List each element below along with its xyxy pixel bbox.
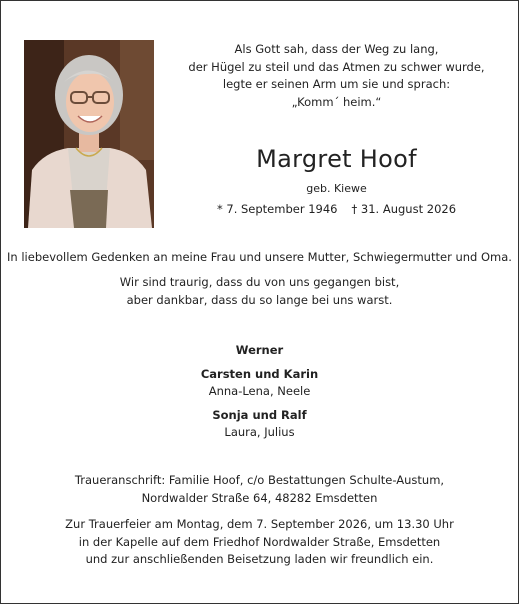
death-date: † 31. August 2026 (351, 202, 457, 216)
ceremony-invitation (0, 516, 519, 569)
mourner-names: Carsten und Karin (200, 367, 319, 381)
poem (154, 41, 519, 111)
message-line: Wir sind traurig, dass du von uns gegangen bist, (119, 275, 400, 289)
birth-date: * 7. September 1946 (216, 202, 338, 216)
ceremony-line: in der Kapelle auf dem Friedhof Nordwalder Straße, Emsdetten (78, 534, 441, 549)
poem-line: „Komm´ heim.“ (291, 94, 382, 109)
portrait-photo (24, 40, 154, 228)
address-line: Nordwalder Straße 64, 48282 Emsdetten (141, 490, 378, 505)
birth-name: geb. Kiewe (306, 182, 367, 195)
mourner-children: Anna-Lena, Neele (208, 384, 311, 398)
mourning-address (0, 472, 519, 507)
message-line: aber dankbar, dass du so lange bei uns warst. (126, 292, 393, 307)
ceremony-line: und zur anschließenden Beisetzung laden wir freundlich ein. (85, 552, 434, 566)
mourner-names: Werner (235, 343, 284, 357)
address-line: Traueranschrift: Familie Hoof, c/o Bestattungen Schulte-Austum, (74, 473, 445, 487)
deceased-name: Margret Hoof (256, 145, 417, 173)
poem-line: Als Gott sah, dass der Weg zu lang, (234, 42, 439, 56)
mourner-children: Laura, Julius (224, 425, 295, 439)
poem-line: der Hügel zu steil und das Atmen zu schwer wurde, (188, 59, 485, 74)
life-dates (154, 202, 519, 216)
memorial-line: In liebevollem Gedenken an meine Frau und unsere Mutter, Schwiegermutter und Oma. (7, 250, 512, 264)
ceremony-line: Zur Trauerfeier am Montag, dem 7. September 2026, um 13.30 Uhr (65, 517, 454, 531)
mourner-names: Sonja und Ralf (212, 408, 307, 422)
message (0, 274, 519, 309)
poem-line: legte er seinen Arm um sie und sprach: (222, 77, 451, 91)
